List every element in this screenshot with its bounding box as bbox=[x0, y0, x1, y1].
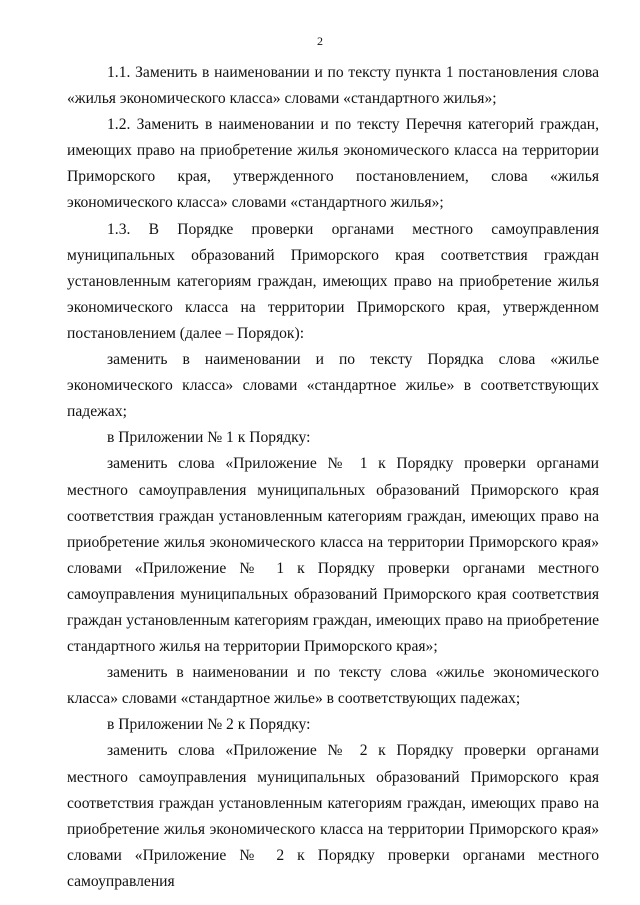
paragraph-1-2: 1.2. Заменить в наименовании и по тексту Перечня категорий граждан, имеющих право на приобретение жилья экономического класса на территории Приморского края, утвержденного постановлением, слова «жилья экономического класса» словами «стандартного жилья»; bbox=[67, 116, 599, 212]
paragraph-1-1: 1.1. Заменить в наименовании и по тексту пункта 1 постановления слова «жилья экономического класса» словами «стандартного жилья»; bbox=[67, 64, 599, 108]
document-body bbox=[67, 60, 599, 895]
paragraph-replace-in-title: заменить в наименовании и по тексту Порядка слова «жилье экономического класса» словами «стандартное жилье» в соответствующих падежах; bbox=[67, 351, 599, 421]
paragraph-appendix-1-replace-in-title: заменить в наименовании и по тексту слова «жилье экономического класса» словами «стандартное жилье» в соответствующих падежах; bbox=[67, 664, 599, 708]
paragraph-1-3: 1.3. В Порядке проверки органами местного самоуправления муниципальных образований Приморского края соответствия граждан установленным категориям граждан, имеющих право на приобретение жилья экономического класса на территории Приморского края, утвержденном постановлением (далее – Порядок): bbox=[67, 220, 599, 342]
page-number: 2 bbox=[317, 34, 323, 48]
paragraph-appendix-1-replace-words: заменить слова «Приложение № 1 к Порядку проверки органами местного самоуправления муниципальных образований Приморского края соответствия граждан установленным категориям граждан, имеющих право на приобретение жилья экономического класса на территории Приморского края» словами «Приложение № 1 к Порядку проверки органами местного самоуправления муниципальных образований Приморского края соответствия граждан установленным категориям граждан, имеющих право на приобретение стандартного жилья на территории Приморского края»; bbox=[67, 455, 599, 656]
paragraph-appendix-2-heading: в Приложении № 2 к Порядку: bbox=[107, 716, 311, 734]
paragraph-appendix-1-heading: в Приложении № 1 к Порядку: bbox=[107, 429, 311, 447]
paragraph-appendix-2-replace-words: заменить слова «Приложение № 2 к Порядку проверки органами местного самоуправления муниципальных образований Приморского края соответствия граждан установленным категориям граждан, имеющих право на приобретение жилья экономического класса на территории Приморского края» словами «Приложение № 2 к Порядку проверки органами местного самоуправления bbox=[67, 742, 599, 890]
